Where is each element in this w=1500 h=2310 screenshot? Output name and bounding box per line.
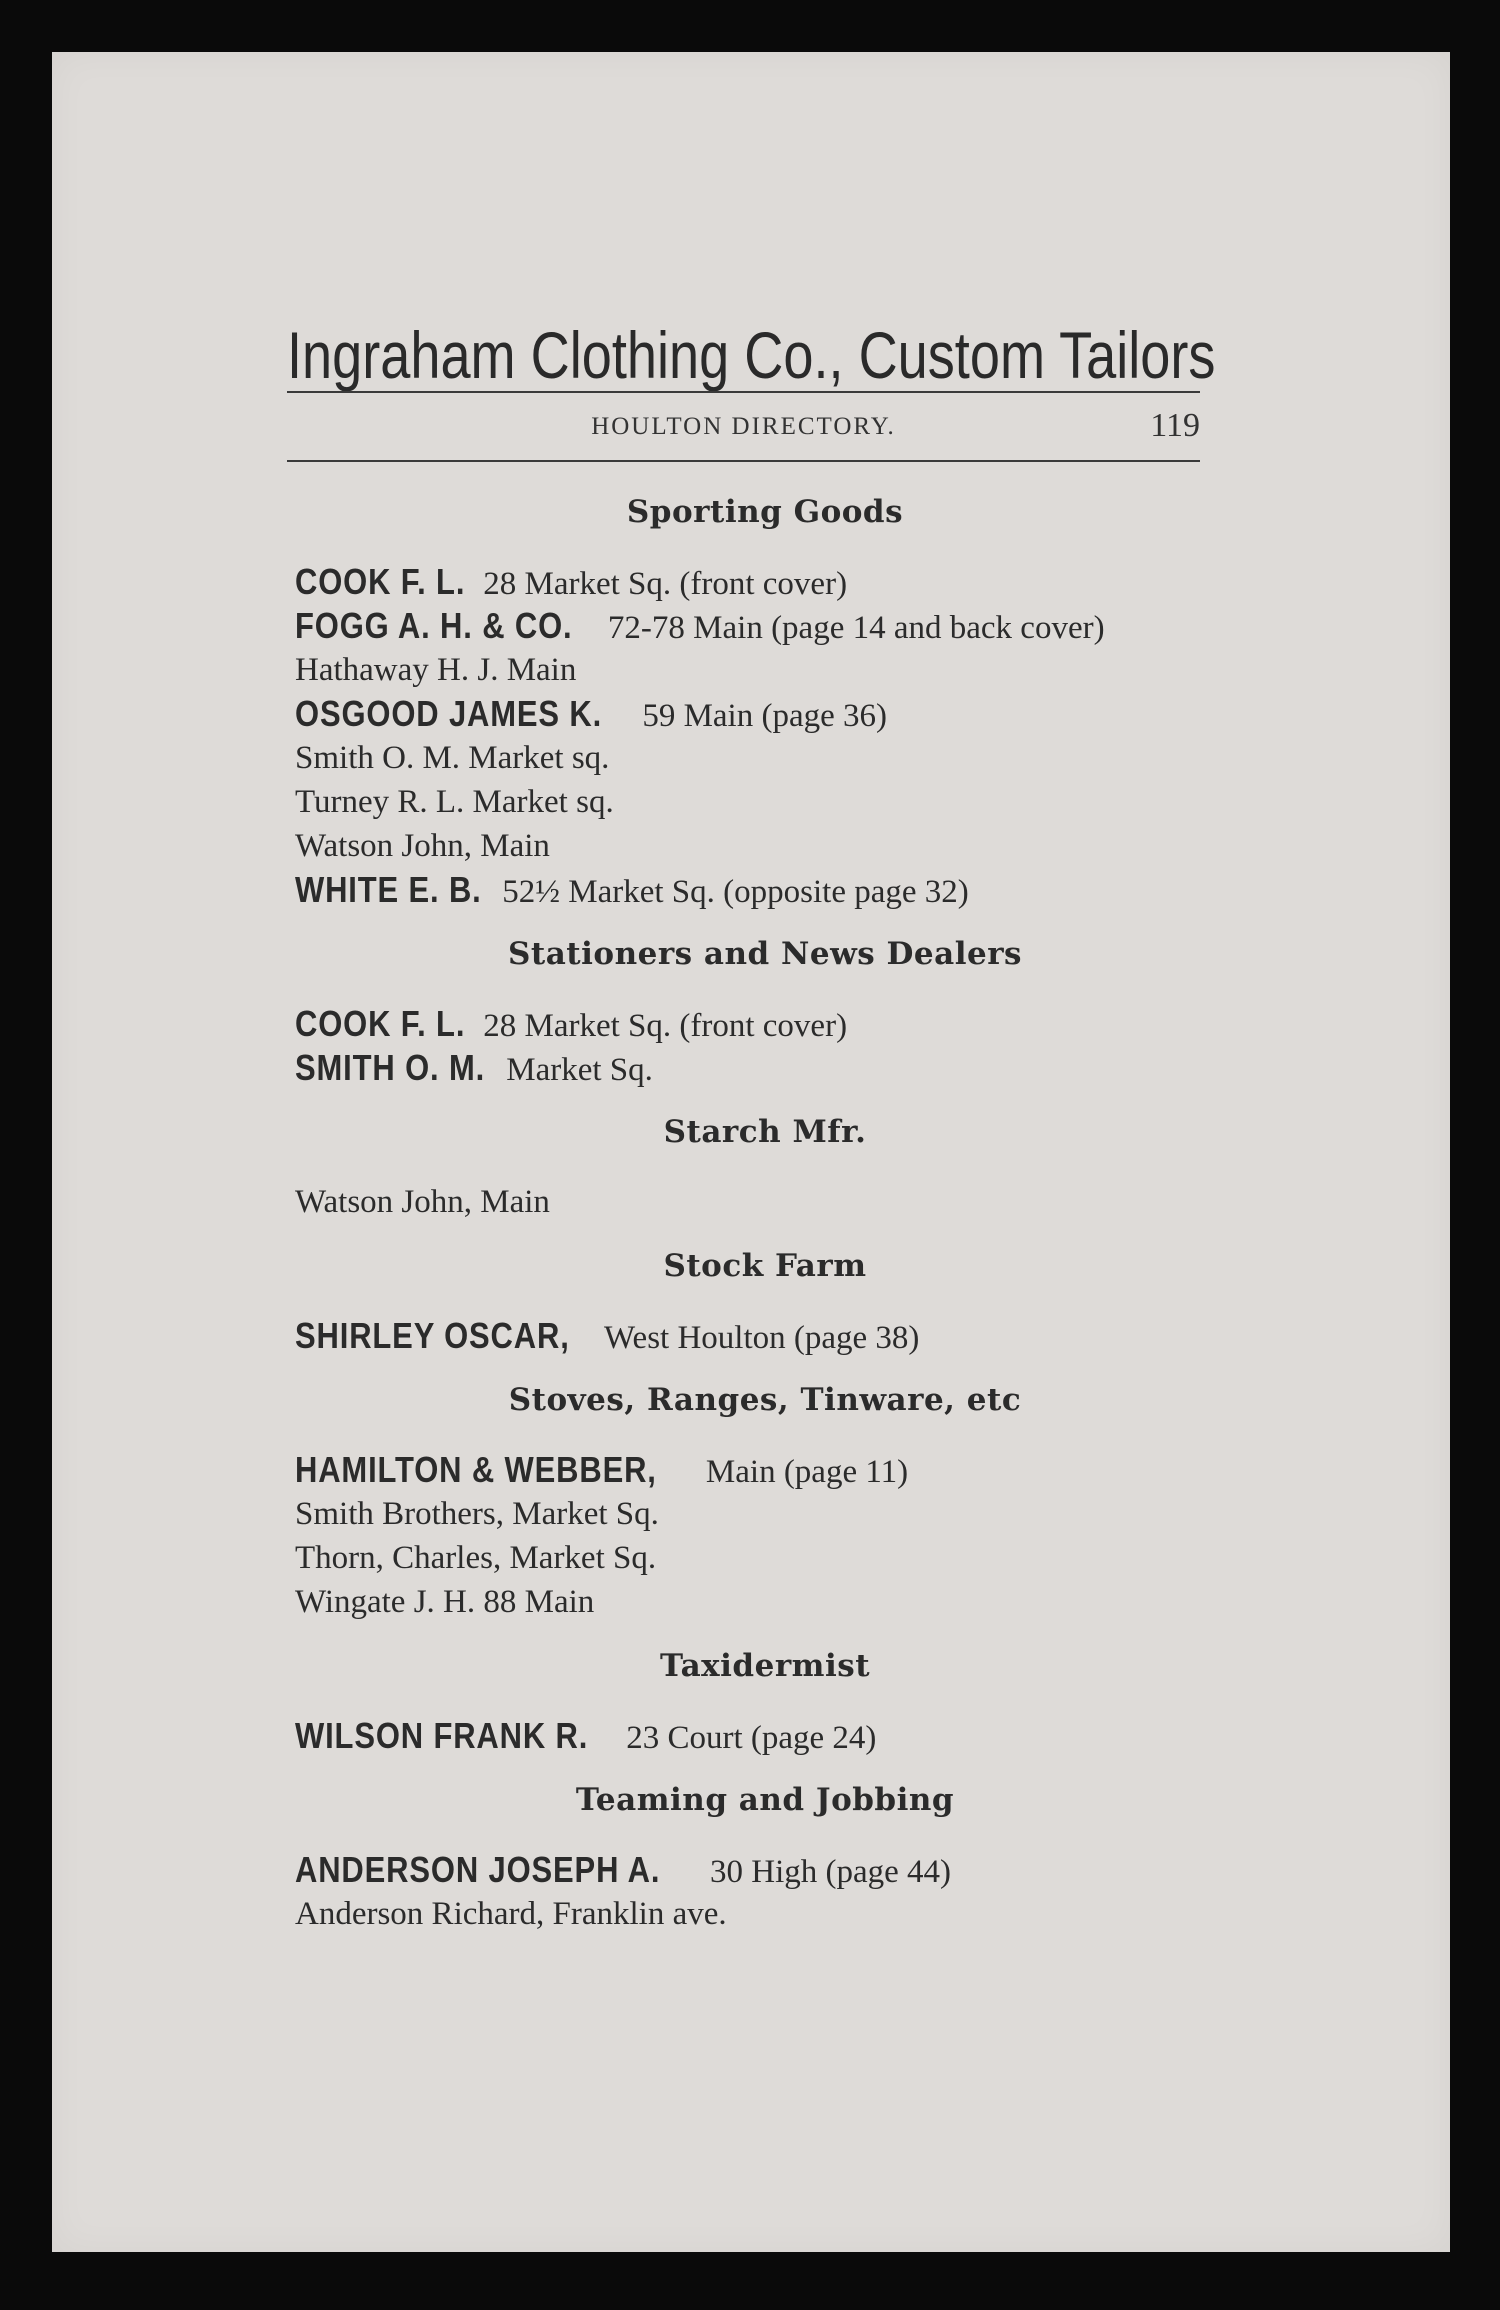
entry-detail: 23 Court (page 24) — [626, 1720, 877, 1756]
section-heading: Taxidermist — [659, 1648, 871, 1684]
entry-name: WILSON FRANK R. — [295, 1715, 589, 1756]
entry-name: SHIRLEY OSCAR, — [295, 1315, 570, 1356]
running-header — [287, 407, 1200, 447]
directory-entry — [295, 1714, 1235, 1758]
directory-entry — [295, 1580, 1235, 1624]
directory-entry — [295, 1314, 1235, 1358]
header-rule-bottom — [287, 460, 1200, 462]
directory-entry — [295, 868, 1235, 912]
directory-entry — [295, 604, 1235, 648]
entry-detail: Main (page 11) — [705, 1454, 909, 1490]
directory-entry — [295, 1492, 1235, 1536]
section-heading: Stock Farm — [663, 1248, 867, 1284]
entry-name: Smith O. M. Market sq. — [295, 740, 610, 776]
entry-name: Watson John, Main — [295, 1184, 550, 1220]
entry-detail: Market Sq. — [506, 1052, 653, 1088]
entry-name: Anderson Richard, Franklin ave. — [295, 1896, 727, 1932]
directory-entry — [295, 1180, 1235, 1224]
header-rule-top — [287, 391, 1200, 393]
directory-entry — [295, 560, 1235, 604]
directory-entry — [295, 692, 1235, 736]
section-heading: Teaming and Jobbing — [575, 1782, 955, 1818]
entry-name: Turney R. L. Market sq. — [295, 784, 614, 820]
directory-page — [52, 52, 1450, 2252]
entry-name: WHITE E. B. — [295, 869, 482, 910]
entry-name: FOGG A. H. & CO. — [295, 605, 573, 646]
directory-section — [295, 934, 1235, 1090]
directory-section — [295, 1380, 1235, 1624]
page-number: 119 — [1150, 407, 1200, 444]
directory-entry — [295, 824, 1235, 868]
directory-entry — [295, 1892, 1235, 1936]
running-advertisement: Ingraham Clothing Co., Custom Tailors — [287, 318, 1216, 392]
entry-detail: 30 High (page 44) — [710, 1854, 952, 1890]
entry-name: Smith Brothers, Market Sq. — [295, 1496, 659, 1532]
entry-detail: 72-78 Main (page 14 and back cover) — [607, 610, 1105, 646]
directory-section — [295, 492, 1235, 912]
entry-name: COOK F. L. — [295, 1003, 466, 1044]
entry-detail: 59 Main (page 36) — [642, 698, 887, 734]
entry-name: Wingate J. H. 88 Main — [295, 1584, 595, 1620]
header-title: HOULTON DIRECTORY. — [591, 413, 896, 440]
directory-section — [295, 1246, 1235, 1358]
directory-entry — [295, 1046, 1235, 1090]
entry-name: SMITH O. M. — [295, 1047, 486, 1088]
section-heading: Starch Mfr. — [663, 1114, 867, 1150]
directory-entry — [295, 736, 1235, 780]
directory-entry — [295, 1536, 1235, 1580]
directory-entry — [295, 780, 1235, 824]
directory-entry — [295, 1002, 1235, 1046]
entry-detail: 28 Market Sq. (front cover) — [483, 1008, 848, 1044]
section-heading: Stationers and News Dealers — [508, 936, 1022, 972]
directory-entry — [295, 1848, 1235, 1892]
entry-detail: 52½ Market Sq. (opposite page 32) — [502, 874, 969, 910]
directory-listing — [295, 492, 1235, 1958]
entry-name: Thorn, Charles, Market Sq. — [295, 1540, 657, 1576]
entry-name: OSGOOD JAMES K. — [295, 693, 603, 734]
entry-detail: 28 Market Sq. (front cover) — [483, 566, 848, 602]
section-heading: Sporting Goods — [626, 494, 904, 530]
directory-section — [295, 1646, 1235, 1758]
directory-section — [295, 1112, 1235, 1224]
entry-name: Watson John, Main — [295, 828, 550, 864]
directory-entry — [295, 648, 1235, 692]
entry-name: ANDERSON JOSEPH A. — [295, 1849, 661, 1890]
directory-entry — [295, 1448, 1235, 1492]
directory-section — [295, 1780, 1235, 1936]
section-heading: Stoves, Ranges, Tinware, etc — [508, 1382, 1022, 1418]
entry-detail: West Houlton (page 38) — [604, 1320, 920, 1356]
entry-name: Hathaway H. J. Main — [295, 652, 577, 688]
entry-name: HAMILTON & WEBBER, — [295, 1449, 657, 1490]
entry-name: COOK F. L. — [295, 561, 466, 602]
